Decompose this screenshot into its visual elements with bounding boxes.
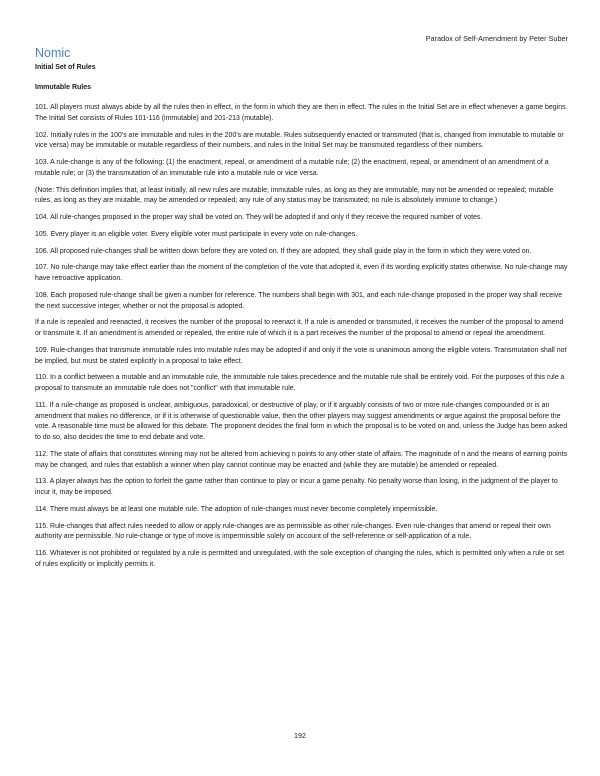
running-header: Paradox of Self-Amendment by Peter Suber <box>425 34 568 43</box>
page-number: 192 <box>294 731 306 740</box>
rule-109: 109. Rule-changes that transmute immutable rules into mutable rules may be adopted if and only if the vote is unanimous among the eligible voters. Transmutation shall not be implied, but must be stated explicitly in a proposal to take effect. <box>35 346 567 365</box>
rule-112: 112. The state of affairs that constitutes winning may not be altered from achieving n points to any other state of affairs. The magnitude of n and the means of earning points may be changed, and rules that establish a winner when play cannot continue may be enacted and (while they are mutable) be amended or repealed. <box>35 450 568 469</box>
page-content <box>35 46 569 577</box>
section-heading: Initial Set of Rules <box>35 64 96 71</box>
rule-115: 115. Rule-changes that affect rules needed to allow or apply rule-changes are as permissible as other rule-changes. Even rule-changes that amend or repeal their own authority are permissible. No rule-change or type of move is impermissible solely on account of the self-reference or self-application of a rule. <box>35 522 551 541</box>
rule-102: 102. Initially rules in the 100's are immutable and rules in the 200's are mutable. Rules subsequently enacted or transmuted (that is, changed from immutable to mutable or vice versa) may be immutable or mutable regardless of their numbers, and rules in the Initial Set may be transmuted regardless of their numbers. <box>35 131 564 150</box>
rule-103: 103. A rule-change is any of the following: (1) the enactment, repeal, or amendment of a mutable rule; (2) the enactment, repeal, or amendment of an amendment of a mutable rule; or (3) the transmutation of an immutable rule into a mutable rule or vice versa. <box>35 159 549 177</box>
subsection-heading: Immutable Rules <box>35 84 92 91</box>
rule-103-note: (Note: This definition implies that, at least initially, all new rules are mutable; immutable rules, as long as they are immutable, may not be amended or repealed; mutable rules, as long as they are mutable, may be amended or repealed; any rule of any status may be transmuted; no rule is absolutely immune to change.) <box>35 186 554 205</box>
rule-111: 111. If a rule-change as proposed is unclear, ambiguous, paradoxical, or destructive of play, or if it arguably consists of two or more rule-changes compounded or is an amendment that makes no difference, or if it is otherwise of questionable value, then the other players may suggest amendments or argue against the proposal before the vote. A reasonable time must be allowed for this debate. The proponent decides the final form in which the proposal is to be voted on and, unless the Judge has been asked to do so, also decides the time to end debate and vote. <box>35 401 568 441</box>
document-title: Nomic <box>35 46 71 60</box>
rule-108-continued: If a rule is repealed and reenacted, it receives the number of the proposal to reenact it. If a rule is amended or transmuted, it receives the number of the proposal to amend or transmute it. If an amendment is amended or repealed, the entire rule of which it is a part receives the number of the proposal to amend or repeal the amendment. <box>35 319 564 338</box>
rule-113: 113. A player always has the option to forfeit the game rather than continue to play or incur a game penalty. No penalty worse than losing, in the judgment of the player to incur it, may be imposed. <box>35 478 558 496</box>
rule-110: 110. In a conflict between a mutable and an immutable rule, the immutable rule takes precedence and the mutable rule shall be entirely void. For the purposes of this rule a proposal to transmute an immutable rule does not "conflict" with that immutable rule. <box>35 374 565 393</box>
rule-101: 101. All players must always abide by all the rules then in effect, in the form in which they are then in effect. The rules in the Initial Set are in effect whenever a game begins. The Initial Set consists of Rules 101-116 (immutable) and 201-213 (mutable). <box>35 104 568 122</box>
rule-104: 104. All rule-changes proposed in the proper way shall be voted on. They will be adopted if and only if they receive the required number of votes. <box>35 214 483 221</box>
rule-107: 107. No rule-change may take effect earlier than the moment of the completion of the vote that adopted it, even if its wording explicitly states otherwise. No rule-change may have retroactive application. <box>35 264 568 283</box>
rule-116: 116. Whatever is not prohibited or regulated by a rule is permitted and unregulated, with the sole exception of changing the rules, which is permitted only when a rule or set of rules explicitly or implicitly permits it. <box>35 550 565 568</box>
rule-105: 105. Every player is an eligible voter. Every eligible voter must participate in every vote on rule-changes. <box>35 230 358 238</box>
rule-114: 114. There must always be at least one mutable rule. The adoption of rule-changes must never become completely impermissible. <box>35 505 438 513</box>
rule-106: 106. All proposed rule-changes shall be written down before they are voted on. If they are adopted, they shall guide play in the form in which they were voted on. <box>35 247 532 255</box>
rule-108: 108. Each proposed rule-change shall be given a number for reference. The numbers shall begin with 301, and each rule-change proposed in the proper way shall receive the next successive integer, whether or not the proposal is adopted. <box>35 291 563 310</box>
